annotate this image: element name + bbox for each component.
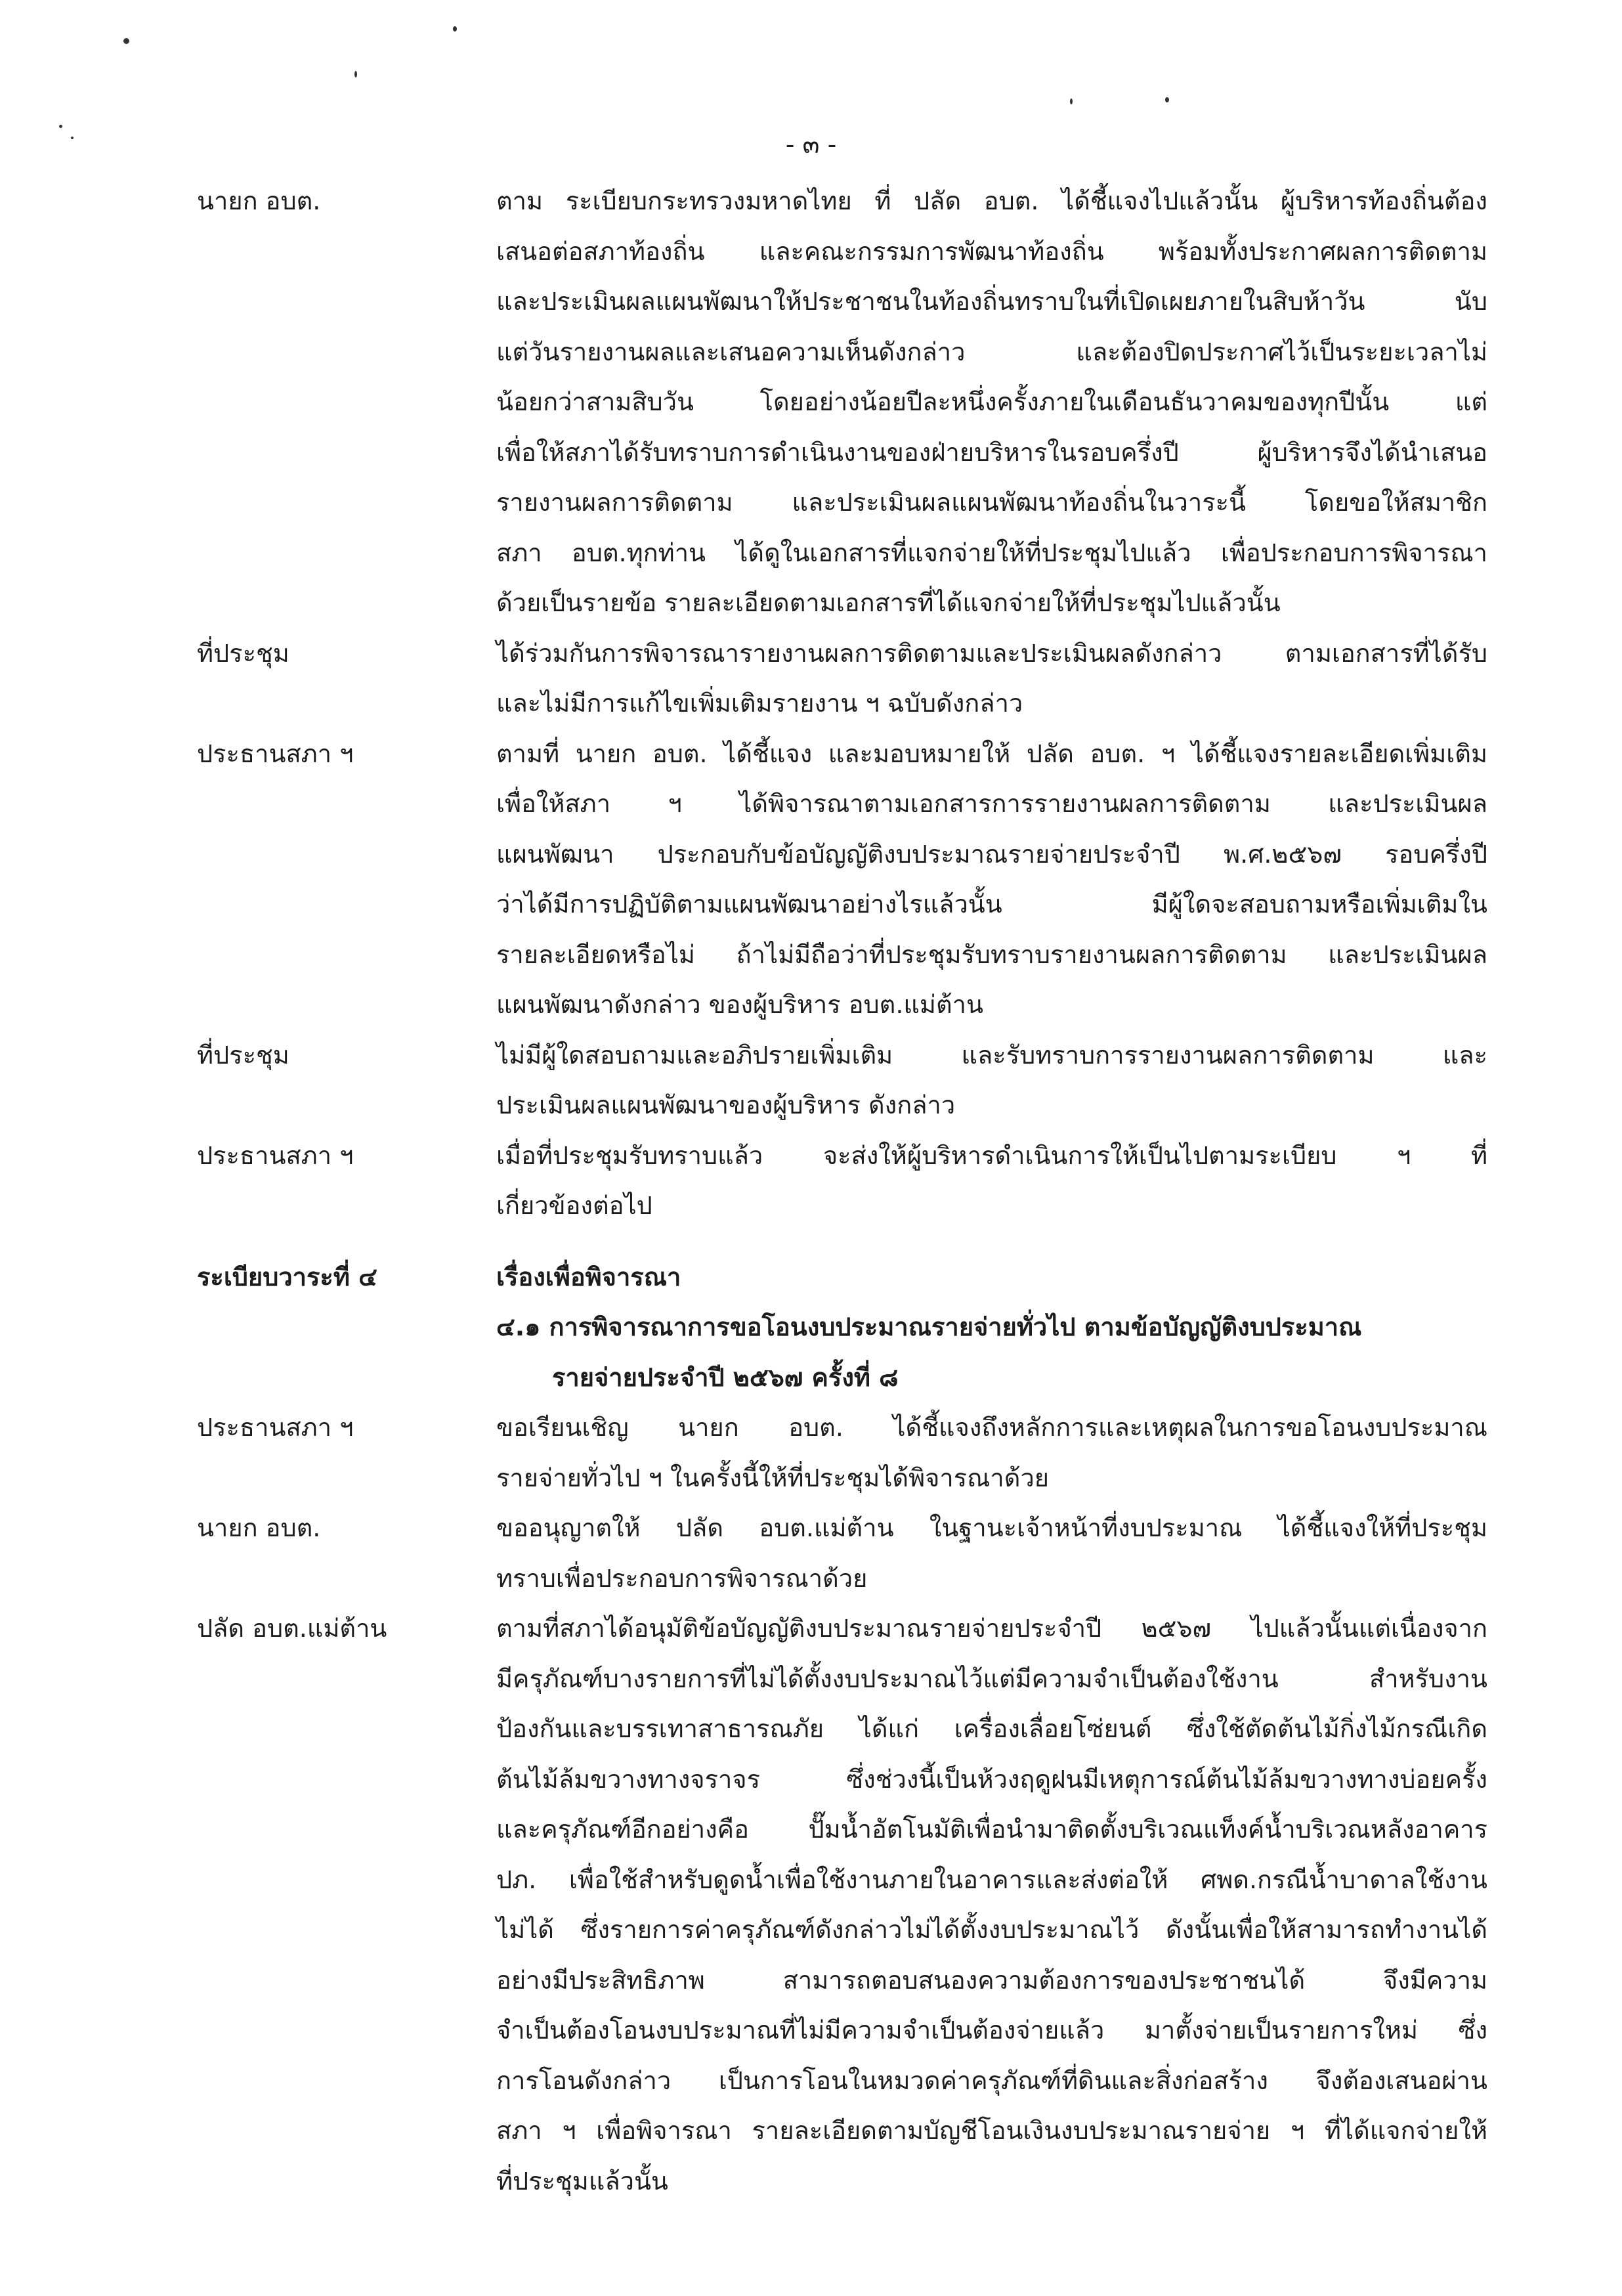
- body-line: เพื่อให้สภาได้รับทราบการดำเนินงานของฝ่ายบริหารในรอบครึ่งปี ผู้บริหารจึงได้นำเสนอ: [496, 437, 1487, 467]
- entry-body: [496, 1030, 1487, 1131]
- body-line: ว่าได้มีการปฏิบัติตามแผนพัฒนาอย่างไรแล้วนั้น มีผู้ใดจะสอบถามหรือเพิ่มเติมใน: [496, 890, 1487, 919]
- body-line: ด้วยเป็นรายข้อ รายละเอียดตามเอกสารที่ได้แจกจ่ายให้ที่ประชุมไปแล้วนั้น: [496, 588, 1281, 617]
- body-line: ป้องกันและบรรเทาสาธารณภัย ได้แก่ เครื่องเลื่อยโซ่ยนต์ ซึ่งใช้ตัดต้นไม้กิ่งไม้กรณีเกิด: [496, 1714, 1487, 1743]
- page-number: - ๓ -: [785, 130, 837, 159]
- entry-body: [496, 1503, 1487, 1603]
- agenda-body: [496, 1252, 1487, 1403]
- speaker-label: ประธานสภา ฯ: [197, 1413, 354, 1442]
- body-line: และไม่มีการแก้ไขเพิ่มเติมรายงาน ฯ ฉบับดังกล่าว: [496, 689, 1023, 718]
- agenda-title: เรื่องเพื่อพิจารณา: [496, 1262, 681, 1291]
- body-line: ปภ. เพื่อใช้สำหรับดูดน้ำเพื่อใช้งานภายในอาคารและส่งต่อให้ ศพด.กรณีน้ำบาดาลใช้งาน: [496, 1865, 1487, 1894]
- body-line: ไม่ได้ ซึ่งรายการค่าครุภัณฑ์ดังกล่าวไม่ได้ตั้งงบประมาณไว้ ดังนั้นเพื่อให้สามารถทำงานได้: [496, 1915, 1487, 1944]
- speaker-label: ปลัด อบต.แม่ต้าน: [197, 1614, 387, 1643]
- entry-body: [496, 729, 1487, 1030]
- body-line: สภา อบต.ทุกท่าน ได้ดูในเอกสารที่แจกจ่ายให้ที่ประชุมไปแล้ว เพื่อประกอบการพิจารณา: [496, 538, 1487, 567]
- body-line: และครุภัณฑ์อีกอย่างคือ ปั๊มน้ำอัตโนมัติเพื่อนำมาติดตั้งบริเวณแท็งค์น้ำบริเวณหลังอาคาร: [496, 1815, 1487, 1844]
- minutes-entry: [197, 628, 1487, 729]
- body-line: น้อยกว่าสามสิบวัน โดยอย่างน้อยปีละหนึ่งครั้งภายในเดือนธันวาคมของทุกปีนั้น แต่: [496, 387, 1487, 416]
- body-line: มีครุภัณฑ์บางรายการที่ไม่ได้ตั้งงบประมาณไว้แต่มีความจำเป็นต้องใช้งาน สำหรับงาน: [496, 1664, 1487, 1693]
- speaker-label: ที่ประชุม: [197, 1040, 289, 1070]
- body-line: แต่วันรายงานผลและเสนอความเห็นดังกล่าว และต้องปิดประกาศไว้เป็นระยะเวลาไม่: [496, 337, 1487, 366]
- entry-body: [496, 1402, 1487, 1503]
- minutes-entry: [197, 729, 1487, 1030]
- body-line: จำเป็นต้องโอนงบประมาณที่ไม่มีความจำเป็นต้องจ่ายแล้ว มาตั้งจ่ายเป็นรายการใหม่ ซึ่ง: [496, 2016, 1487, 2045]
- section-gap: [197, 1231, 1487, 1252]
- entry-body: [496, 1131, 1487, 1231]
- agenda-item-line: ๔.๑ การพิจารณาการขอโอนงบประมาณรายจ่ายทั่วไป ตามข้อบัญญัติงบประมาณ: [496, 1312, 1362, 1341]
- body-line: แผนพัฒนาดังกล่าว ของผู้บริหาร อบต.แม่ต้าน: [496, 990, 983, 1019]
- body-line: ไม่มีผู้ใดสอบถามและอภิปรายเพิ่มเติม และรับทราบการรายงานผลการติดตาม และ: [496, 1040, 1487, 1070]
- agenda-item-line: รายจ่ายประจำปี ๒๕๖๗ ครั้งที่ ๘: [552, 1362, 899, 1392]
- speaker-label: ประธานสภา ฯ: [197, 739, 354, 768]
- scan-speck: [453, 26, 457, 32]
- body-line: ขอเรียนเชิญ นายก อบต. ได้ชี้แจงถึงหลักการและเหตุผลในการขอโอนงบประมาณ: [496, 1413, 1487, 1442]
- minutes-entry: [197, 1131, 1487, 1231]
- agenda-label: ระเบียบวาระที่ ๔: [197, 1262, 377, 1291]
- body-line: แผนพัฒนา ประกอบกับข้อบัญญัติงบประมาณรายจ่ายประจำปี พ.ศ.๒๕๖๗ รอบครึ่งปี: [496, 839, 1487, 869]
- agenda-section: [197, 1252, 1487, 1403]
- minutes-content: [197, 176, 1487, 2206]
- scan-speck: [1070, 98, 1073, 104]
- body-line: อย่างมีประสิทธิภาพ สามารถตอบสนองความต้องการของประชาชนได้ จึงมีความ: [496, 1965, 1487, 1995]
- entry-body: [496, 1603, 1487, 2206]
- body-line: ขออนุญาตให้ ปลัด อบต.แม่ต้าน ในฐานะเจ้าหน้าที่งบประมาณ ได้ชี้แจงให้ที่ประชุม: [496, 1513, 1487, 1542]
- body-line: ประเมินผลแผนพัฒนาของผู้บริหาร ดังกล่าว: [496, 1091, 956, 1119]
- scan-speck: [123, 38, 129, 44]
- body-line: รายละเอียดหรือไม่ ถ้าไม่มีถือว่าที่ประชุมรับทราบรายงานผลการติดตาม และประเมินผล: [496, 940, 1487, 969]
- body-line: ตาม ระเบียบกระทรวงมหาดไทย ที่ ปลัด อบต. ได้ชี้แจงไปแล้วนั้น ผู้บริหารท้องถิ่นต้อง: [496, 186, 1487, 215]
- body-line: ตามที่สภาได้อนุมัติข้อบัญญัติงบประมาณรายจ่ายประจำปี ๒๕๖๗ ไปแล้วนั้นแต่เนื่องจาก: [496, 1614, 1487, 1643]
- speaker-label: ที่ประชุม: [197, 638, 289, 668]
- body-line: ต้นไม้ล้มขวางทางจราจร ซึ่งช่วงนี้เป็นห้วงฤดูฝนมีเหตุการณ์ต้นไม้ล้มขวางทางบ่อยครั้ง: [496, 1764, 1487, 1794]
- scan-speck: [354, 71, 357, 77]
- body-line: รายงานผลการติดตาม และประเมินผลแผนพัฒนาท้องถิ่นในวาระนี้ โดยขอให้สมาชิก: [496, 488, 1487, 517]
- body-line: และประเมินผลแผนพัฒนาให้ประชาชนในท้องถิ่นทราบในที่เปิดเผยภายในสิบห้าวัน นับ: [496, 287, 1487, 316]
- speaker-label: นายก อบต.: [197, 1513, 321, 1542]
- body-line: สภา ฯ เพื่อพิจารณา รายละเอียดตามบัญชีโอนเงินงบประมาณรายจ่าย ฯ ที่ได้แจกจ่ายให้: [496, 2116, 1487, 2145]
- body-line: ทราบเพื่อประกอบการพิจารณาด้วย: [496, 1563, 868, 1593]
- body-line: ได้ร่วมกันการพิจารณารายงานผลการติดตามและประเมินผลดังกล่าว ตามเอกสารที่ได้รับ: [496, 638, 1487, 668]
- minutes-entry: [197, 1603, 1487, 2206]
- body-line: รายจ่ายทั่วไป ฯ ในครั้งนี้ให้ที่ประชุมได้พิจารณาด้วย: [496, 1463, 1050, 1492]
- minutes-entry: [197, 1030, 1487, 1131]
- minutes-entry: [197, 1402, 1487, 1503]
- speaker-label: ประธานสภา ฯ: [197, 1140, 354, 1170]
- minutes-entry: [197, 176, 1487, 628]
- body-line: ตามที่ นายก อบต. ได้ชี้แจง และมอบหมายให้ ปลัด อบต. ฯ ได้ชี้แจงรายละเอียดเพิ่มเติม: [496, 739, 1487, 768]
- entry-body: [496, 628, 1487, 729]
- body-line: ที่ประชุมแล้วนั้น: [496, 2166, 668, 2196]
- body-line: เกี่ยวข้องต่อไป: [496, 1191, 652, 1220]
- body-line: เพื่อให้สภา ฯ ได้พิจารณาตามเอกสารการรายงานผลการติดตาม และประเมินผล: [496, 789, 1487, 818]
- body-line: การโอนดังกล่าว เป็นการโอนในหมวดค่าครุภัณฑ์ที่ดินและสิ่งก่อสร้าง จึงต้องเสนอผ่าน: [496, 2066, 1487, 2095]
- speaker-label: นายก อบต.: [197, 186, 321, 215]
- body-line: เสนอต่อสภาท้องถิ่น และคณะกรรมการพัฒนาท้องถิ่น พร้อมทั้งประกาศผลการติดตาม: [496, 236, 1487, 266]
- scan-speck: [1165, 97, 1169, 102]
- minutes-entry: [197, 1503, 1487, 1603]
- entry-body: [496, 176, 1487, 628]
- body-line: เมื่อที่ประชุมรับทราบแล้ว จะส่งให้ผู้บริหารดำเนินการให้เป็นไปตามระเบียบ ฯ ที่: [496, 1140, 1487, 1170]
